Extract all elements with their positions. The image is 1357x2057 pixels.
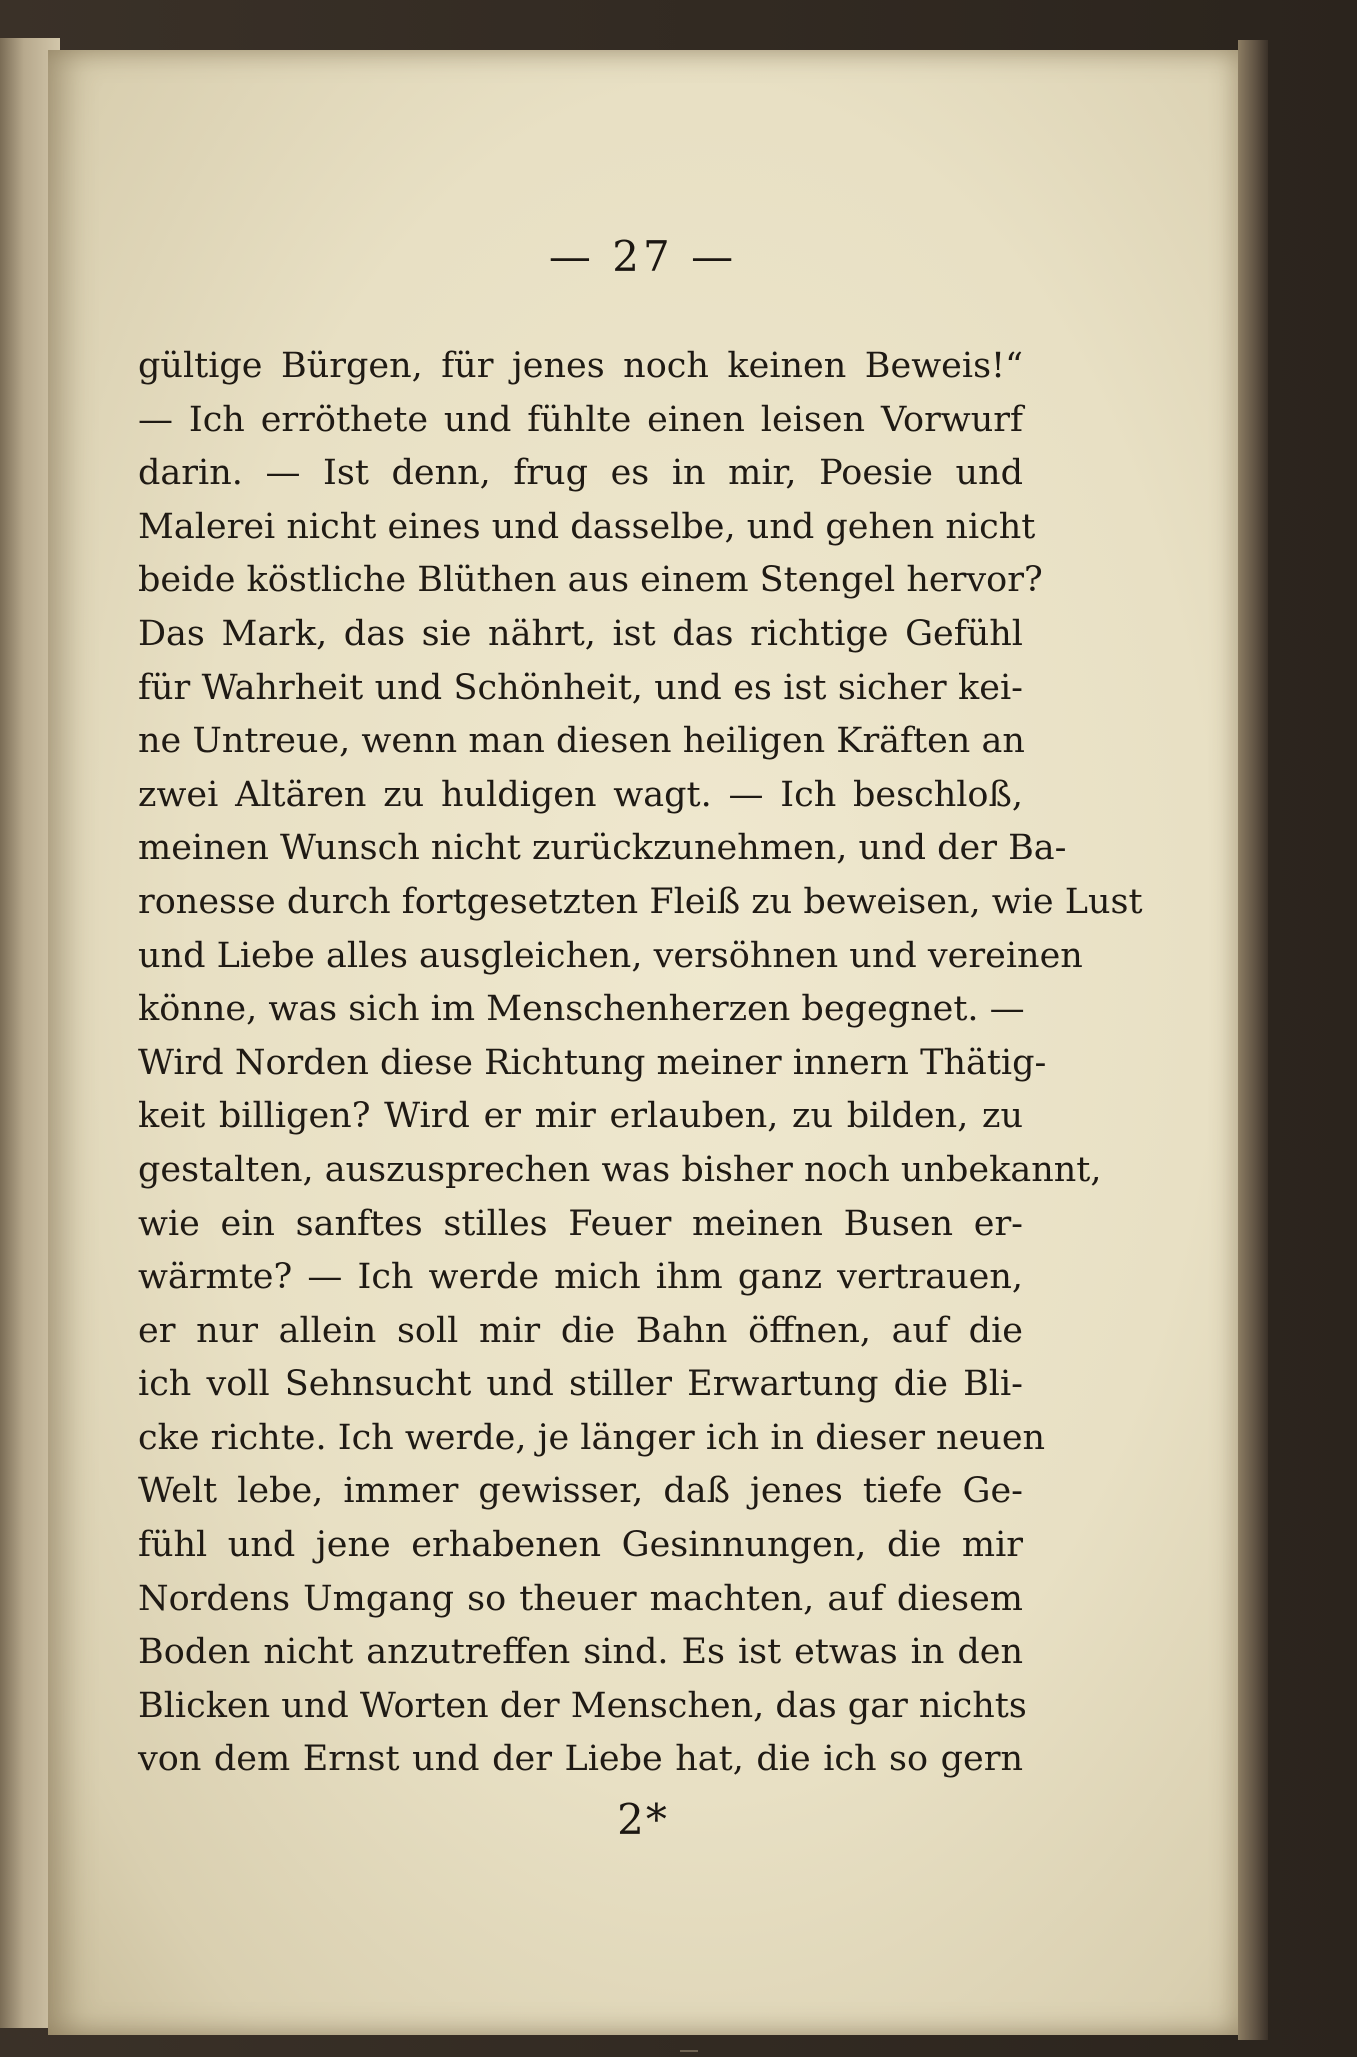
text-line: von dem Ernst und der Liebe hat, die ich so gern [138,1739,1023,1780]
text-line: er nur allein soll mir die Bahn öffnen, auf die [138,1310,1023,1351]
text-line: Nordens Umgang so theuer machten, auf diesem [138,1578,1023,1619]
text-line: Malerei nicht eines und dasselbe, und gehen nicht [138,506,1036,547]
text-line: Wird Norden diese Richtung meiner innern Thätig- [138,1042,1047,1083]
text-line: Blicken und Worten der Menschen, das gar nichts [138,1685,1027,1726]
text-line: cke richte. Ich werde, je länger ich in dieser neuen [138,1417,1046,1458]
text-line: gestalten, auszusprechen was bisher noch unbekannt, [138,1149,1102,1190]
text-line: Das Mark, das sie nährt, ist das richtige Gefühl [138,613,1023,654]
page-header: — 27 — [548,232,738,281]
text-line: und Liebe alles ausgleichen, versöhnen und vereinen [138,935,1083,976]
text-line: ronesse durch fortgesetzten Fleiß zu beweisen, wie Lust [138,881,1143,922]
text-line: Boden nicht anzutreffen sind. Es ist etwas in den [138,1632,1023,1673]
text-line: meinen Wunsch nicht zurückzunehmen, und der Ba- [138,828,1067,869]
text-line: könne, was sich im Menschenherzen begegnet. — [138,989,1025,1030]
text-line: Welt lebe, immer gewisser, daß jenes tiefe Ge- [138,1471,1023,1512]
text-line: wie ein sanftes stilles Feuer meinen Busen er- [138,1203,1023,1244]
book-cover-edge [1238,40,1268,2040]
book-page [48,50,1238,2035]
text-line: keit billigen? Wird er mir erlauben, zu bilden, zu [138,1096,1023,1137]
text-line: beide köstliche Blüthen aus einem Stengel hervor? [138,560,1043,601]
text-line: zwei Altären zu huldigen wagt. — Ich beschloß, [138,774,1023,815]
text-line: gültige Bürgen, für jenes noch keinen Beweis!“ [138,346,1023,386]
text-line: für Wahrheit und Schönheit, und es ist sicher kei- [138,667,1023,708]
signature-mark: 2* [617,1795,669,1844]
text-line: ich voll Sehnsucht und stiller Erwartung die Bli- [138,1364,1023,1405]
body-text [138,340,1143,1787]
text-line: wärmte? — Ich werde mich ihm ganz vertrauen, [138,1257,1023,1298]
text-line: — Ich erröthete und fühlte einen leisen Vorwurf [138,399,1023,440]
text-line: darin. — Ist denn, frug es in mir, Poesie und [138,453,1023,494]
text-line: ne Untreue, wenn man diesen heiligen Kräften an [138,721,1025,762]
page-mark [680,2050,698,2052]
text-line: fühl und jene erhabenen Gesinnungen, die mir [138,1525,1023,1566]
